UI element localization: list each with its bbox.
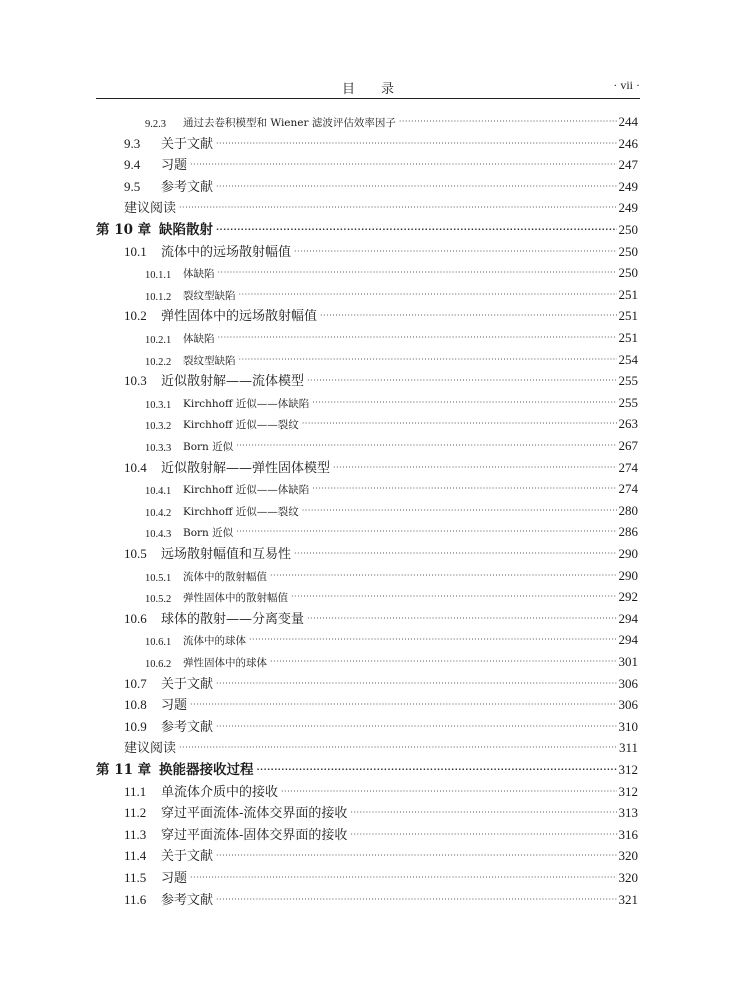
toc-entry-number: 10.4.3 [145, 529, 172, 541]
toc-entry-number: 10.3.3 [145, 443, 172, 454]
toc-entry-page: 306 [618, 697, 638, 713]
toc-entry-number: 10.4.1 [145, 486, 172, 498]
toc-entry-title: Kirchhoff 近似——裂纹 [183, 505, 299, 518]
toc-entry-page: 251 [618, 286, 638, 302]
toc-entry-page: 250 [618, 243, 638, 259]
dot-leader [216, 222, 617, 238]
toc-entry-title: 裂纹型缺陷 [183, 354, 236, 367]
toc-entry-number: 10.5 [124, 546, 147, 561]
dot-leader [312, 395, 616, 411]
toc-entry [145, 261, 638, 281]
dot-leader [291, 589, 617, 605]
toc-entry-page: 301 [618, 654, 638, 669]
toc-entry-title: 习题 [161, 871, 188, 886]
toc-entry-title: 单流体介质中的接收 [161, 784, 279, 800]
toc-entry-title: 习题 [161, 158, 188, 174]
toc-entry-title: 穿过平面流体-流体交界面的接收 [161, 806, 348, 822]
toc-entry-title: 体缺陷 [183, 268, 215, 281]
dot-leader [302, 503, 617, 519]
toc-entry-page: 255 [618, 394, 638, 410]
toc-entry [124, 132, 638, 152]
toc-entry-page: 274 [618, 481, 638, 497]
toc-entry [145, 412, 638, 432]
toc-entry-page: 313 [618, 805, 638, 821]
toc-entry-title: 近似散射解——流体模型 [161, 374, 305, 390]
toc-entry-page: 294 [618, 632, 638, 648]
toc-entry [124, 693, 638, 713]
dot-leader [216, 719, 616, 735]
toc-entry-page: 249 [618, 200, 638, 216]
toc-entry [145, 628, 638, 648]
toc-entry-title: 关于文献 [161, 136, 214, 152]
toc-entry-title: 流体中的球体 [183, 635, 246, 648]
toc-entry [145, 326, 638, 346]
toc-entry [145, 434, 638, 454]
toc-entry-page: 250 [618, 222, 638, 237]
toc-entry-page: 247 [618, 157, 638, 173]
dot-leader [281, 784, 616, 800]
toc-entry-number: 第 10 章 [96, 222, 152, 238]
toc-entry [124, 456, 638, 476]
dot-leader [249, 632, 617, 648]
toc-entry-title: 关于文献 [161, 849, 214, 865]
toc-entry-page: 251 [618, 308, 638, 324]
toc-entry-number: 10.6 [124, 610, 147, 626]
dot-leader [216, 892, 616, 908]
dot-leader [270, 568, 617, 584]
dot-leader [236, 438, 616, 454]
toc-entry-page: 246 [618, 135, 638, 151]
toc-entry [124, 801, 638, 821]
toc-entry-number: 10.9 [124, 718, 147, 734]
toc-entry [145, 477, 638, 497]
toc-entry-number: 第 11 章 [96, 762, 152, 778]
toc-entry [145, 520, 638, 540]
toc-entry-number: 10.5.1 [145, 572, 172, 584]
toc-entry-page: 244 [618, 114, 638, 129]
toc-entry-number: 10.3 [124, 373, 147, 389]
toc-entry-title: 通过去卷积模型和 Wiener 滤波评估效率因子 [183, 117, 396, 129]
toc-entry [124, 888, 638, 908]
toc-entry-page: 294 [618, 610, 638, 626]
toc-entry-number: 10.3.2 [145, 421, 172, 433]
toc-entry-title: 参考文献 [161, 892, 214, 908]
toc-entry-page: 274 [618, 459, 638, 475]
toc-entry-page: 254 [618, 351, 638, 367]
toc-entry-page: 263 [618, 416, 638, 432]
dot-leader [179, 200, 616, 216]
toc-entry-number: 10.1.1 [145, 270, 172, 282]
toc-entry-title: 流体中的远场散射幅值 [161, 244, 292, 260]
toc-entry [124, 823, 638, 843]
dot-leader [190, 870, 616, 886]
toc-entry [124, 304, 638, 324]
toc-entry-page: 290 [618, 546, 638, 561]
toc-entry [145, 391, 638, 411]
toc-entry-title: 弹性固体中的远场散射幅值 [161, 309, 318, 325]
dot-leader [216, 179, 616, 195]
toc-entry-number: 10.8 [124, 697, 147, 713]
dot-leader [294, 244, 616, 260]
dot-leader [179, 740, 617, 756]
toc-entry-title: Born 近似 [183, 441, 234, 453]
toc-entry [145, 348, 638, 368]
toc-entry [145, 283, 638, 303]
page-number: · vii · [613, 78, 640, 92]
toc-entry [124, 542, 638, 562]
toc-entry-title: 球体的散射——分离变量 [161, 611, 305, 627]
toc-entry [96, 218, 638, 238]
toc-entry [124, 715, 638, 735]
toc-entry-number: 10.3.1 [145, 399, 172, 411]
toc-entry [124, 153, 638, 173]
toc-entry-page: 306 [618, 675, 638, 691]
toc-entry-title: 换能器接收过程 [159, 762, 254, 778]
toc-entry-title: 建议阅读 [124, 201, 177, 217]
toc-entry-title: 近似散射解——弹性固体模型 [161, 460, 331, 476]
toc-entry-number: 11.5 [124, 870, 147, 885]
toc-entry-page: 311 [618, 740, 638, 756]
toc-entry-number: 11.6 [124, 891, 147, 907]
toc-entry-number: 10.2.1 [145, 335, 172, 346]
toc-entry-page: 292 [618, 589, 638, 605]
toc-entry-title: 参考文献 [161, 179, 214, 195]
dot-leader [190, 697, 616, 713]
toc-entry-title: 缺陷散射 [159, 222, 213, 238]
toc-entry-page: 250 [618, 265, 638, 281]
toc-entry-number: 10.6.2 [145, 659, 172, 670]
toc-entry-title: 裂纹型缺陷 [183, 289, 236, 302]
dot-leader [257, 762, 617, 778]
toc-entry-number: 10.1 [124, 243, 147, 259]
toc-entry-title: 习题 [161, 698, 188, 714]
toc-entry [124, 844, 638, 864]
toc-entry-number: 9.2.3 [145, 119, 166, 130]
toc-entry [145, 650, 638, 670]
dot-leader [399, 114, 617, 130]
toc-entry-number: 11.1 [124, 783, 147, 799]
toc-entry [124, 866, 638, 886]
toc-entry-title: 关于文献 [161, 676, 214, 692]
toc-entry [145, 110, 638, 130]
toc-entry-number: 10.4 [124, 459, 147, 475]
toc-entry-page: 321 [618, 891, 638, 907]
toc-entry-title: Kirchhoff 近似——体缺陷 [183, 397, 310, 410]
toc-entry-page: 286 [618, 524, 638, 540]
toc-entry [96, 758, 638, 778]
toc-entry-number: 10.2 [124, 308, 147, 324]
running-title: 目录 [341, 82, 420, 97]
toc-entry-number: 10.4.2 [145, 507, 172, 519]
dot-leader [350, 805, 616, 821]
toc-entry-page: 290 [618, 567, 638, 583]
toc-entry [124, 736, 638, 756]
toc-entry-title: 流体中的散射幅值 [183, 570, 267, 583]
toc-entry-title: 弹性固体中的球体 [183, 657, 267, 669]
toc-entry-title: 参考文献 [161, 719, 214, 735]
toc-entry-page: 320 [618, 848, 638, 864]
dot-leader [307, 373, 616, 389]
toc-entry [124, 175, 638, 195]
dot-leader [190, 157, 616, 173]
dot-leader [239, 352, 617, 368]
toc-entry [124, 780, 638, 800]
toc-entry-number: 10.2.2 [145, 356, 172, 368]
toc-entry-title: 建议阅读 [124, 741, 177, 757]
toc-entry-page: 316 [618, 826, 638, 842]
toc-entry-title: 弹性固体中的散射幅值 [183, 592, 288, 605]
dot-leader [333, 460, 616, 476]
toc-entry-number: 9.3 [124, 135, 141, 151]
toc-entry-title: Kirchhoff 近似——体缺陷 [183, 484, 310, 497]
toc-entry-page: 312 [618, 762, 638, 777]
toc-entry-number: 10.7 [124, 675, 147, 691]
toc-entry-page: 255 [618, 373, 638, 389]
toc-entry-page: 267 [618, 438, 638, 453]
dot-leader [307, 611, 616, 627]
toc-entry-number: 10.5.2 [145, 594, 172, 606]
dot-leader [216, 848, 616, 864]
toc-entry-title: Kirchhoff 近似——裂纹 [183, 419, 299, 432]
dot-leader [270, 654, 617, 670]
dot-leader [216, 136, 616, 152]
header-rule [96, 98, 640, 99]
dot-leader [236, 524, 616, 540]
toc-entry-title: Born 近似 [183, 527, 234, 540]
toc-entry-number: 11.4 [124, 848, 147, 864]
toc-entry-title: 体缺陷 [183, 333, 215, 345]
toc-entry-number: 11.2 [124, 805, 147, 821]
toc-entry-page: 249 [618, 178, 638, 194]
toc-entry-number: 9.5 [124, 178, 141, 194]
dot-leader [218, 265, 617, 281]
dot-leader [302, 416, 617, 432]
page-header [96, 78, 640, 98]
toc-entry [145, 585, 638, 605]
toc-entry-number: 11.3 [124, 826, 147, 842]
toc-entry-page: 320 [618, 870, 638, 885]
dot-leader [294, 546, 616, 562]
dot-leader [239, 287, 617, 303]
toc-entry [124, 369, 638, 389]
toc-entry-number: 9.4 [124, 157, 141, 173]
dot-leader [218, 330, 617, 346]
toc-entry-title: 远场散射幅值和互易性 [161, 547, 292, 562]
toc-entry [124, 607, 638, 627]
toc-entry-number: 10.1.2 [145, 291, 172, 303]
toc-entry [145, 564, 638, 584]
toc-entry-page: 280 [618, 502, 638, 518]
toc-entry-page: 251 [618, 330, 638, 345]
dot-leader [350, 827, 616, 843]
dot-leader [320, 308, 616, 324]
toc-entry [124, 240, 638, 260]
toc-entry-page: 310 [618, 718, 638, 734]
dot-leader [312, 481, 616, 497]
toc-entry [124, 196, 638, 216]
toc-entry-number: 10.6.1 [145, 637, 172, 649]
toc-entry-title: 穿过平面流体-固体交界面的接收 [161, 827, 348, 843]
toc-entry [145, 499, 638, 519]
dot-leader [216, 676, 616, 692]
toc-entry-page: 312 [618, 783, 638, 799]
toc-entry [124, 672, 638, 692]
